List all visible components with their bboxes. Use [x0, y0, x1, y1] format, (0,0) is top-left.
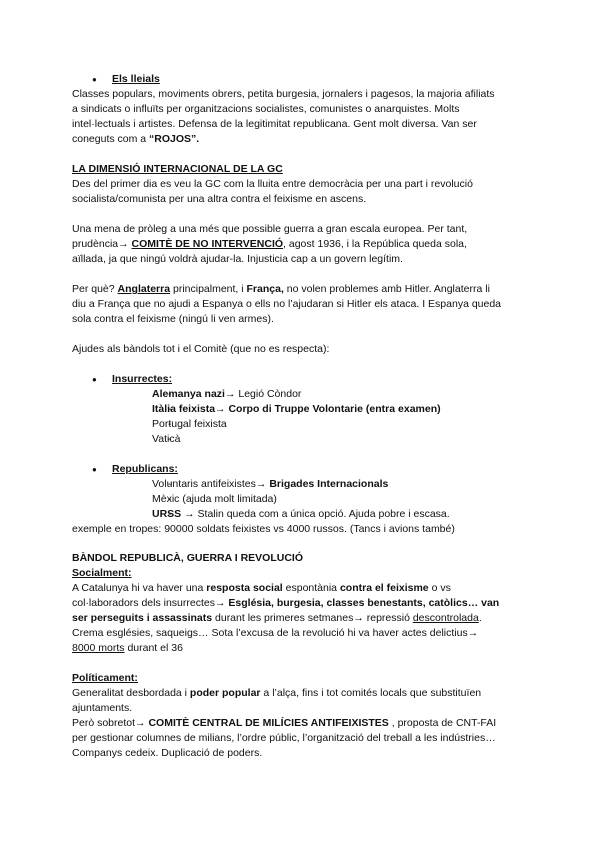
international-heading: LA DIMENSIÓ INTERNACIONAL DE LA GC	[72, 163, 283, 175]
intl-p1-line-2: socialista/comunista per una altra contra el feixisme en ascens.	[72, 193, 367, 205]
lleials-line-2: a sindicats o influïts per organitzacions socialistes, comunistes o anarquistes. Molts	[72, 103, 460, 115]
social-line-4: Crema esglésies, saqueigs… Sota l’excusa de la revolució hi va haver actes delictius→	[72, 627, 479, 639]
lleials-line-4: coneguts com a “ROJOS”.	[72, 133, 200, 145]
anglaterra-term: Anglaterra	[117, 283, 171, 295]
social-line-3: ser perseguits i assassinats durant les primeres setmanes→ repressió descontrolada.	[72, 612, 482, 624]
insurrectes-list	[72, 372, 542, 447]
comite-no-intervencio: COMITÈ DE NO INTERVENCIÓ	[131, 238, 284, 250]
intl-p2-line-2: prudència→ COMITÈ DE NO INTERVENCIÓ, agost 1936, i la República queda sola,	[72, 238, 467, 250]
insurrectes-item-4: - Vaticà	[112, 432, 542, 447]
insurrectes-item-3: - Portugal feixista	[112, 417, 542, 432]
bandol-republica-heading: BÀNDOL REPUBLICÀ, GUERRA I REVOLUCIÓ	[72, 552, 304, 564]
tropes-example: exemple en tropes: 90000 soldats feixistes vs 4000 russos. (Tancs i avions també)	[72, 523, 455, 535]
insurrectes-bullet: ● Insurrectes: - Alemanya nazi→ Legió Còndor - Itàlia feixista→ Corpo di Truppe Volontarie (entra examen) - Portugal feixista - Vaticà	[72, 372, 542, 447]
franca-term: França,	[246, 283, 284, 295]
lleials-line-3: intel·lectuals i artistes. Defensa de la legitimitat republicana. Gent molt diversa. Van ser	[72, 118, 477, 130]
intl-p2-line-1: Una mena de pròleg a una més que possible guerra a gran escala europea. Per tant,	[72, 223, 468, 235]
lleials-line-1: Classes populars, moviments obrers, petita burgesia, jornalers i pagesos, la majoria afiliats	[72, 88, 495, 100]
republicans-list	[72, 462, 542, 522]
rojos-term: “ROJOS”.	[149, 133, 200, 145]
socialment-heading: Socialment:	[72, 567, 132, 579]
insurrectes-sublist	[112, 387, 542, 447]
document-page	[72, 0, 542, 761]
lleials-title: Els lleials	[112, 73, 160, 85]
politicament-heading: Políticament:	[72, 672, 138, 684]
politic-line-5: Companys cedeix. Duplicació de poders.	[72, 747, 263, 759]
social-line-2: col·laboradors dels insurrectes→ Església, burgesia, classes benestants, catòlics… van	[72, 597, 500, 609]
insurrectes-item-1: - Alemanya nazi→ Legió Còndor	[112, 387, 542, 402]
republicans-item-2: - Mèxic (ajuda molt limitada)	[112, 492, 542, 507]
politic-line-2: ajuntaments.	[72, 702, 133, 714]
republicans-bullet: ● Republicans: - Voluntaris antifeixistes→ Brigades Internacionals - Mèxic (ajuda molt limitada) - URSS → Stalin queda com a única opció. Ajuda pobre i escasa.	[72, 462, 542, 522]
intl-p3-line-3: sola contra el feixisme (ningú li ven armes).	[72, 313, 274, 325]
republicans-item-3: - URSS → Stalin queda com a única opció. Ajuda pobre i escasa.	[112, 507, 542, 522]
social-line-5: 8000 morts durant el 36	[72, 642, 183, 654]
insurrectes-item-2: - Itàlia feixista→ Corpo di Truppe Volontarie (entra examen)	[112, 402, 542, 417]
intl-p2-line-3: aïllada, ja que ningú voldrà ajudar-la. Injusticia cap a un govern legítim.	[72, 253, 403, 265]
republicans-item-1: - Voluntaris antifeixistes→ Brigades Internacionals	[112, 477, 542, 492]
ajudes-line: Ajudes als bàndols tot i el Comitè (que no es respecta):	[72, 343, 330, 355]
republicans-sublist	[112, 477, 542, 522]
social-line-1: A Catalunya hi va haver una resposta social espontània contra el feixisme o vs	[72, 582, 451, 594]
politic-line-3: Però sobretot→ COMITÈ CENTRAL DE MILÍCIES ANTIFEIXISTES , proposta de CNT-FAI	[72, 717, 497, 729]
intl-p3-line-1: Per què? Anglaterra principalment, i França, no volen problemes amb Hitler. Anglaterra li	[72, 283, 490, 295]
intl-p3-line-2: diu a França que no ajudi a Espanya o ells no l’ajudaran si Hitler els ataca. I Espanya queda	[72, 298, 502, 310]
politic-line-4: per gestionar columnes de milians, l’ordre públic, l’organització del treball a les indústries…	[72, 732, 496, 744]
intl-p1-line-1: Des del primer dia es veu la GC com la lluita entre democràcia per una part i revolució	[72, 178, 473, 190]
politic-line-1: Generalitat desbordada i poder popular a l’alça, fins i tot comités locals que substituïen	[72, 687, 482, 699]
lleials-bullet-list	[72, 72, 542, 87]
lleials-bullet	[72, 72, 542, 87]
